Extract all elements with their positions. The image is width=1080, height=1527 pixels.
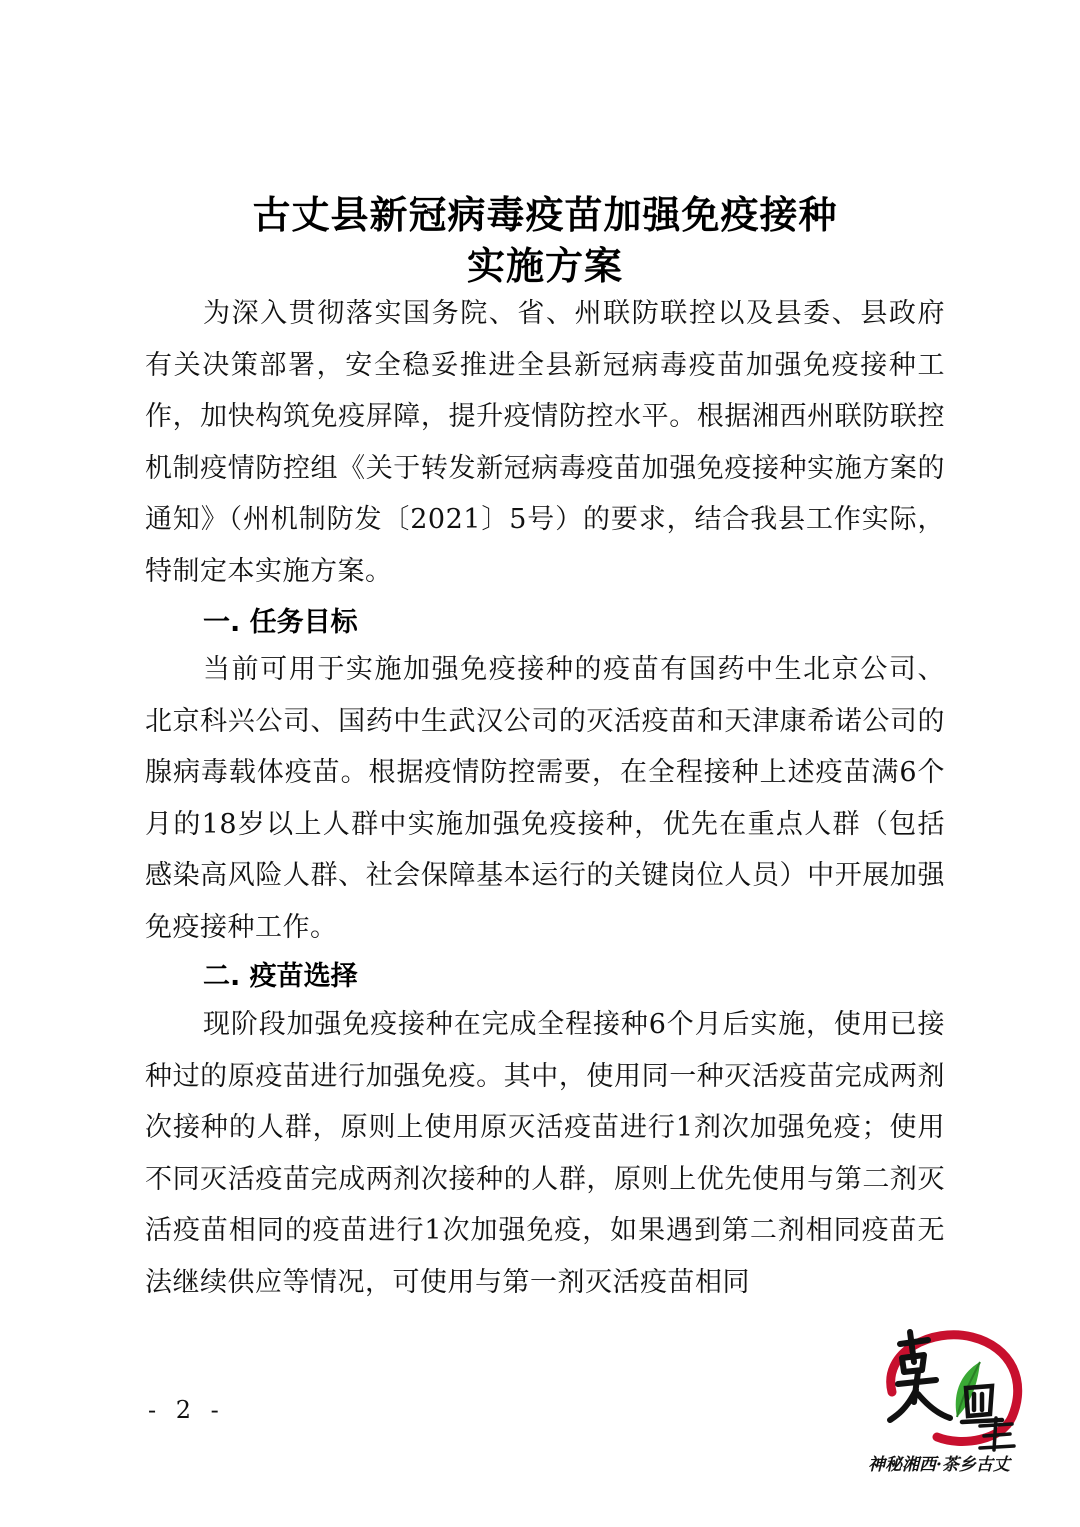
section2-paragraph: 现阶段加强免疫接种在完成全程接种6个月后实施，使用已接种过的原疫苗进行加强免疫。其中，使用同一种灭活疫苗完成两剂次接种的人群，原则上使用原灭活疫苗进行1剂次加强免疫；使用不同灭活疫苗完成两剂次接种的人群，原则上优先使用与第二剂灭活疫苗相同的疫苗进行1次加强免疫，如果遇到第二剂相同疫苗无法继续供应等情况，可使用与第一剂灭活疫苗相同 [145, 1009, 945, 1298]
section1-paragraph: 当前可用于实施加强免疫接种的疫苗有国药中生北京公司、北京科兴公司、国药中生武汉公司的灭活疫苗和天津康希诺公司的腺病毒载体疫苗。根据疫情防控需要，在全程接种上述疫苗满6个月的18岁以上人群中实施加强免疫接种，优先在重点人群（包括感染高风险人群、社会保障基本运行的关键岗位人员）中开展加强免疫接种工作。 [145, 654, 945, 943]
document-title-line1: 古丈县新冠病毒疫苗加强免疫接种 [252, 192, 838, 237]
document-title-line2: 实施方案 [466, 243, 623, 288]
guzhang-media-logo [862, 1322, 1042, 1452]
intro-paragraph: 为深入贯彻落实国务院、省、州联防联控以及县委、县政府有关决策部署，安全稳妥推进全县新冠病毒疫苗加强免疫接种工作，加快构筑免疫屏障，提升疫情防控水平。根据湘西州联防联控机制疫情防控组《关于转发新冠病毒疫苗加强免疫接种实施方案的通知》（州机制防发〔2021〕5号）的要求，结合我县工作实际，特制定本实施方案。 [145, 298, 945, 587]
section-heading-vaccine-selection: 二. 疫苗选择 [203, 961, 358, 992]
section-heading-task-goals: 一. 任务目标 [203, 607, 358, 638]
logo-slogan: 神秘湘西·茶乡古丈 [868, 1455, 1010, 1475]
page-number: - 2 - [148, 1396, 225, 1424]
